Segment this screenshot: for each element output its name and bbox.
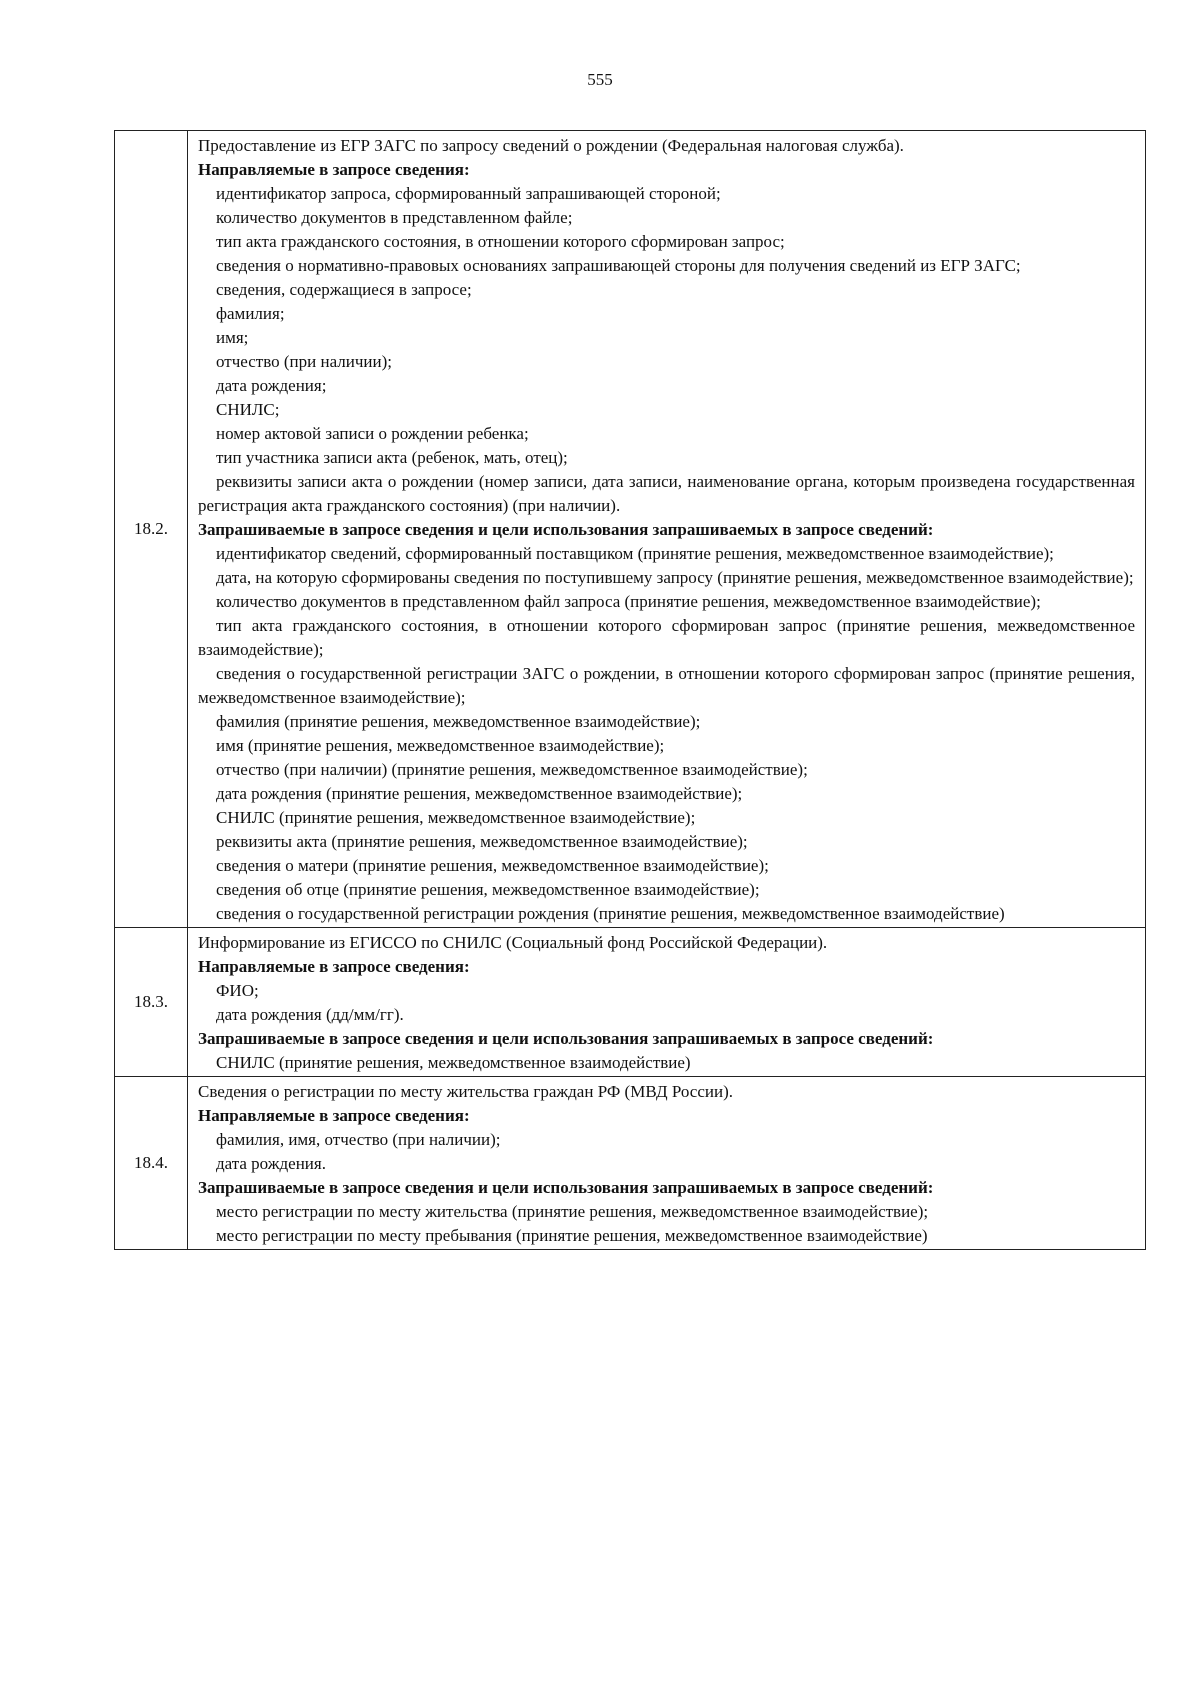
row-number: 18.2.: [115, 131, 188, 928]
requested-item: отчество (при наличии) (принятие решения, межведомственное взаимодействие);: [216, 760, 808, 779]
row-content: [188, 1077, 1146, 1250]
requested-item: СНИЛС (принятие решения, межведомственное взаимодействие);: [216, 808, 696, 827]
service-title: Предоставление из ЕГР ЗАГС по запросу сведений о рождении (Федеральная налоговая служба).: [198, 136, 904, 155]
table-row: [115, 131, 1146, 928]
sent-item: фамилия;: [216, 304, 285, 323]
requested-heading: Запрашиваемые в запросе сведения и цели использования запрашиваемых в запросе сведений:: [198, 1029, 934, 1048]
sent-heading: Направляемые в запросе сведения:: [198, 957, 470, 976]
sent-item: ФИО;: [216, 981, 259, 1000]
row-content: [188, 131, 1146, 928]
table-row: [115, 1077, 1146, 1250]
sent-item: идентификатор запроса, сформированный запрашивающей стороной;: [216, 184, 721, 203]
sent-item: отчество (при наличии);: [216, 352, 392, 371]
sent-heading: Направляемые в запросе сведения:: [198, 160, 470, 179]
sent-item: количество документов в представленном файле;: [216, 208, 573, 227]
requested-item: сведения о матери (принятие решения, межведомственное взаимодействие);: [216, 856, 769, 875]
sent-item: номер актовой записи о рождении ребенка;: [216, 424, 529, 443]
table-row: [115, 928, 1146, 1077]
sent-item: дата рождения;: [216, 376, 327, 395]
requested-item: имя (принятие решения, межведомственное взаимодействие);: [216, 736, 665, 755]
requested-item: сведения о государственной регистрации рождения (принятие решения, межведомственное взаимодействие): [216, 904, 1005, 923]
requested-heading: Запрашиваемые в запросе сведения и цели использования запрашиваемых в запросе сведений:: [198, 520, 934, 539]
requested-item: сведения о государственной регистрации ЗАГС о рождении, в отношении которого сформирован запрос (принятие решения, межведомственное взаимодействие);: [198, 664, 1135, 707]
requested-item: дата, на которую сформированы сведения по поступившему запросу (принятие решения, межведомственное взаимодействие);: [216, 568, 1134, 587]
sent-item: сведения о нормативно-правовых основаниях запрашивающей стороны для получения сведений из ЕГР ЗАГС;: [216, 256, 1021, 275]
sent-heading: Направляемые в запросе сведения:: [198, 1106, 470, 1125]
requested-item: тип акта гражданского состояния, в отношении которого сформирован запрос (принятие решения, межведомственное взаимодействие);: [198, 616, 1135, 659]
requested-item: СНИЛС (принятие решения, межведомственное взаимодействие): [216, 1053, 691, 1072]
service-title: Сведения о регистрации по месту жительства граждан РФ (МВД России).: [198, 1082, 734, 1101]
requested-item: дата рождения (принятие решения, межведомственное взаимодействие);: [216, 784, 743, 803]
row-content: [188, 928, 1146, 1077]
requested-item: фамилия (принятие решения, межведомственное взаимодействие);: [216, 712, 701, 731]
requested-item: количество документов в представленном файл запроса (принятие решения, межведомственное взаимодействие);: [216, 592, 1041, 611]
sent-item: реквизиты записи акта о рождении (номер записи, дата записи, наименование органа, которым произведена государственная регистрация акта гражданского состояния) (при наличии).: [198, 472, 1135, 515]
sent-item: дата рождения.: [216, 1154, 326, 1173]
table-body: [115, 131, 1146, 1250]
requested-heading: Запрашиваемые в запросе сведения и цели использования запрашиваемых в запросе сведений:: [198, 1178, 934, 1197]
row-number: 18.3.: [115, 928, 188, 1077]
sent-item: сведения, содержащиеся в запросе;: [216, 280, 472, 299]
requirements-table: [114, 130, 1146, 1250]
requested-item: сведения об отце (принятие решения, межведомственное взаимодействие);: [216, 880, 760, 899]
sent-item: тип акта гражданского состояния, в отношении которого сформирован запрос;: [216, 232, 785, 251]
row-number: 18.4.: [115, 1077, 188, 1250]
requested-item: место регистрации по месту жительства (принятие решения, межведомственное взаимодействие);: [216, 1202, 929, 1221]
service-title: Информирование из ЕГИССО по СНИЛС (Социальный фонд Российской Федерации).: [198, 933, 828, 952]
sent-item: СНИЛС;: [216, 400, 280, 419]
requested-item: идентификатор сведений, сформированный поставщиком (принятие решения, межведомственное взаимодействие);: [216, 544, 1054, 563]
sent-item: дата рождения (дд/мм/гг).: [216, 1005, 404, 1024]
sent-item: имя;: [216, 328, 249, 347]
requested-item: место регистрации по месту пребывания (принятие решения, межведомственное взаимодействие): [216, 1226, 928, 1245]
sent-item: тип участника записи акта (ребенок, мать, отец);: [216, 448, 568, 467]
page-number: 555: [587, 70, 613, 89]
requested-item: реквизиты акта (принятие решения, межведомственное взаимодействие);: [216, 832, 748, 851]
sent-item: фамилия, имя, отчество (при наличии);: [216, 1130, 501, 1149]
